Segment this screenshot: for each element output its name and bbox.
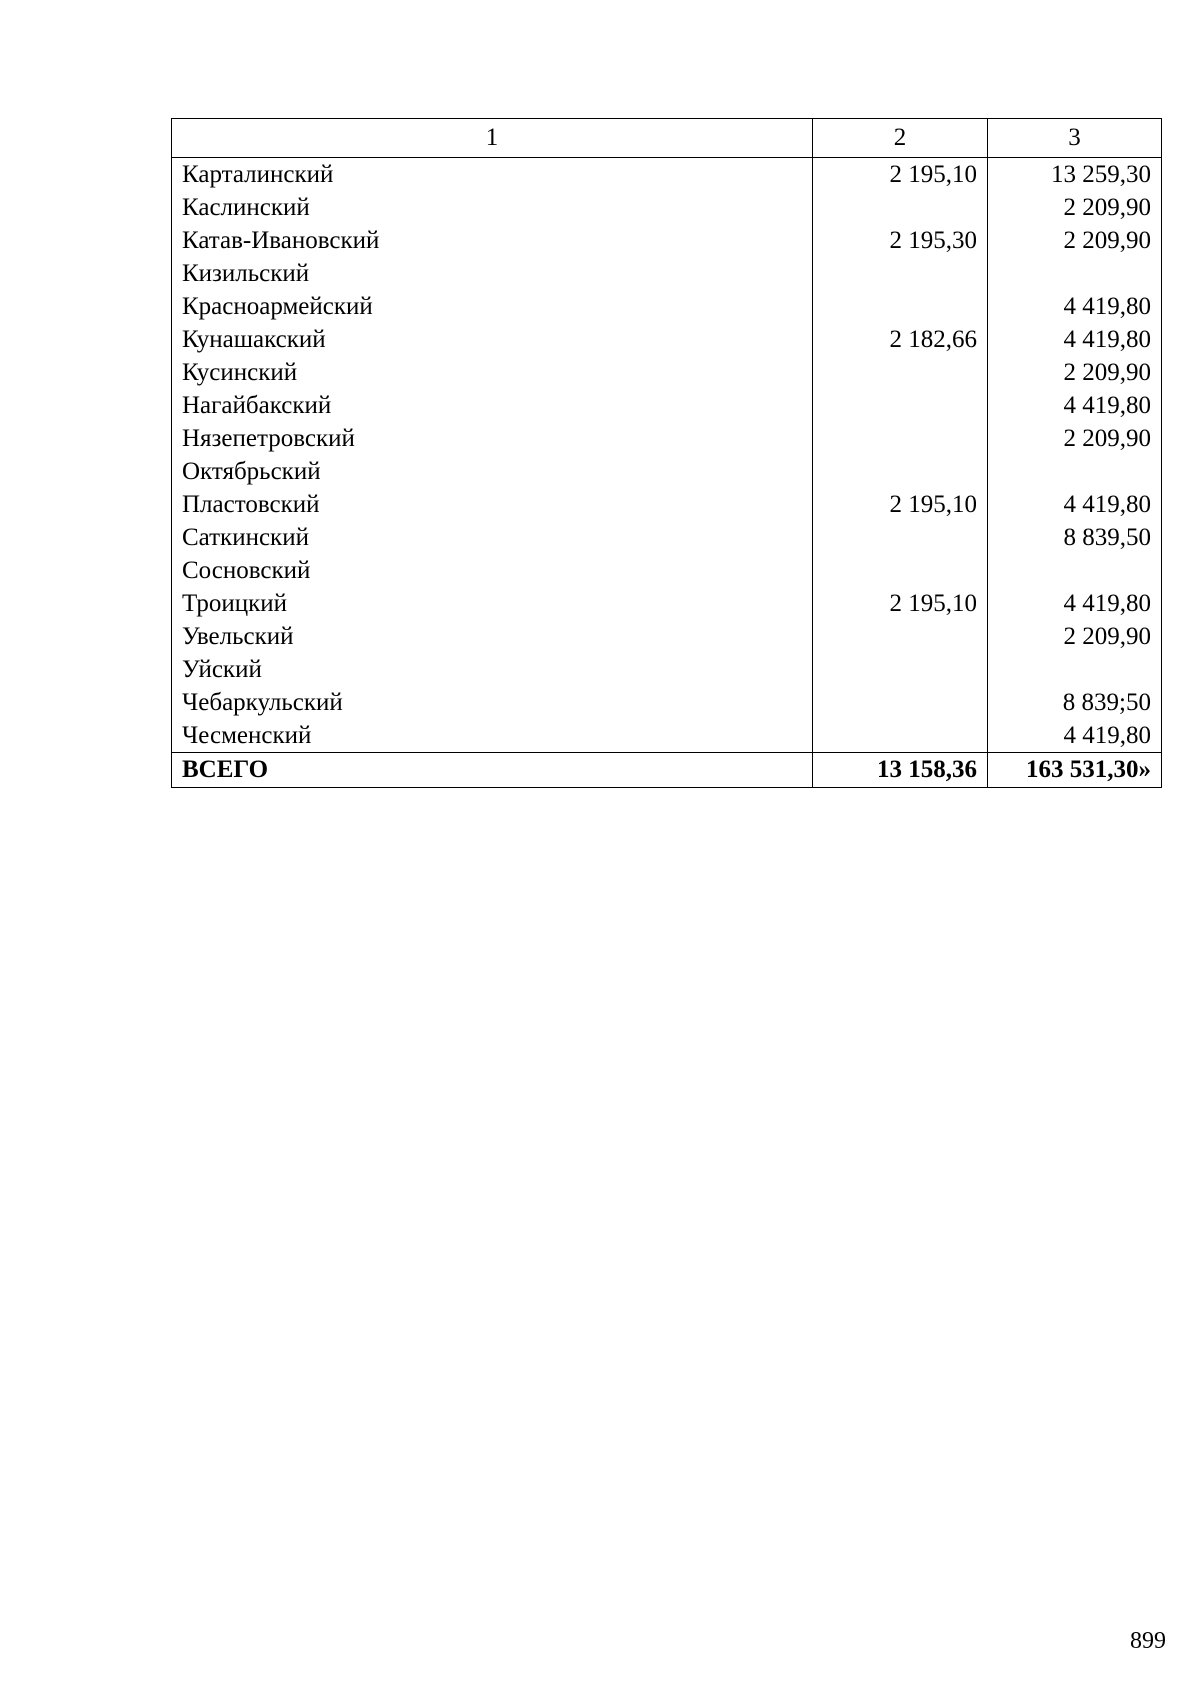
header-cell-col2: 2 — [813, 119, 988, 158]
district-name: Троицкий — [172, 587, 813, 620]
value-col2 — [813, 620, 988, 653]
value-col3: 13 259,30 — [988, 158, 1162, 192]
table-row — [172, 521, 1162, 554]
value-col2 — [813, 554, 988, 587]
value-col2 — [813, 191, 988, 224]
value-col2: 2 195,10 — [813, 158, 988, 192]
value-col3: 2 209,90 — [988, 356, 1162, 389]
district-name: Кусинский — [172, 356, 813, 389]
district-name: Нязепетровский — [172, 422, 813, 455]
table-footer — [172, 753, 1162, 788]
table-header — [172, 119, 1162, 158]
value-col2 — [813, 686, 988, 719]
value-col2 — [813, 389, 988, 422]
table-row — [172, 257, 1162, 290]
district-name: Чесменский — [172, 719, 813, 753]
value-col2: 2 195,30 — [813, 224, 988, 257]
value-col2 — [813, 257, 988, 290]
district-name: Саткинский — [172, 521, 813, 554]
value-col2 — [813, 719, 988, 753]
total-row — [172, 753, 1162, 788]
table-row — [172, 554, 1162, 587]
value-col3 — [988, 455, 1162, 488]
value-col3: 4 419,80 — [988, 323, 1162, 356]
table-body — [172, 158, 1162, 753]
value-col3: 2 209,90 — [988, 620, 1162, 653]
value-col3 — [988, 653, 1162, 686]
value-col3: 4 419,80 — [988, 587, 1162, 620]
value-col2: 2 195,10 — [813, 587, 988, 620]
value-col3: 4 419,80 — [988, 290, 1162, 323]
total-label: ВСЕГО — [172, 753, 813, 788]
table-row — [172, 422, 1162, 455]
value-col2 — [813, 422, 988, 455]
district-name: Октябрьский — [172, 455, 813, 488]
table-row — [172, 686, 1162, 719]
table-row — [172, 389, 1162, 422]
value-col3 — [988, 554, 1162, 587]
value-col2 — [813, 356, 988, 389]
page-number: 899 — [1130, 1628, 1166, 1654]
district-name: Увельский — [172, 620, 813, 653]
table-row — [172, 620, 1162, 653]
table-row — [172, 455, 1162, 488]
total-col3: 163 531,30» — [988, 753, 1162, 788]
value-col3: 8 839,50 — [988, 521, 1162, 554]
district-name: Карталинский — [172, 158, 813, 192]
district-name: Красноармейский — [172, 290, 813, 323]
value-col3: 4 419,80 — [988, 719, 1162, 753]
header-row — [172, 119, 1162, 158]
district-name: Уйский — [172, 653, 813, 686]
value-col3: 4 419,80 — [988, 389, 1162, 422]
value-col2 — [813, 290, 988, 323]
total-col2: 13 158,36 — [813, 753, 988, 788]
header-cell-col3: 3 — [988, 119, 1162, 158]
table-row — [172, 191, 1162, 224]
table-row — [172, 719, 1162, 753]
table-row — [172, 488, 1162, 521]
table-row — [172, 653, 1162, 686]
value-col2: 2 195,10 — [813, 488, 988, 521]
value-col2 — [813, 653, 988, 686]
value-col3: 2 209,90 — [988, 191, 1162, 224]
value-col2: 2 182,66 — [813, 323, 988, 356]
district-name: Каслинский — [172, 191, 813, 224]
district-name: Чебаркульский — [172, 686, 813, 719]
table-row — [172, 356, 1162, 389]
value-col3: 4 419,80 — [988, 488, 1162, 521]
district-name: Кизильский — [172, 257, 813, 290]
district-name: Катав-Ивановский — [172, 224, 813, 257]
value-col3 — [988, 257, 1162, 290]
table-row — [172, 290, 1162, 323]
value-col2 — [813, 521, 988, 554]
data-table — [171, 118, 1162, 788]
district-name: Сосновский — [172, 554, 813, 587]
value-col3: 8 839;50 — [988, 686, 1162, 719]
table-row — [172, 224, 1162, 257]
table-row — [172, 323, 1162, 356]
table-row — [172, 158, 1162, 192]
table-row — [172, 587, 1162, 620]
district-name: Кунашакский — [172, 323, 813, 356]
header-cell-col1: 1 — [172, 119, 813, 158]
district-name: Пластовский — [172, 488, 813, 521]
value-col2 — [813, 455, 988, 488]
value-col3: 2 209,90 — [988, 224, 1162, 257]
value-col3: 2 209,90 — [988, 422, 1162, 455]
district-name: Нагайбакский — [172, 389, 813, 422]
